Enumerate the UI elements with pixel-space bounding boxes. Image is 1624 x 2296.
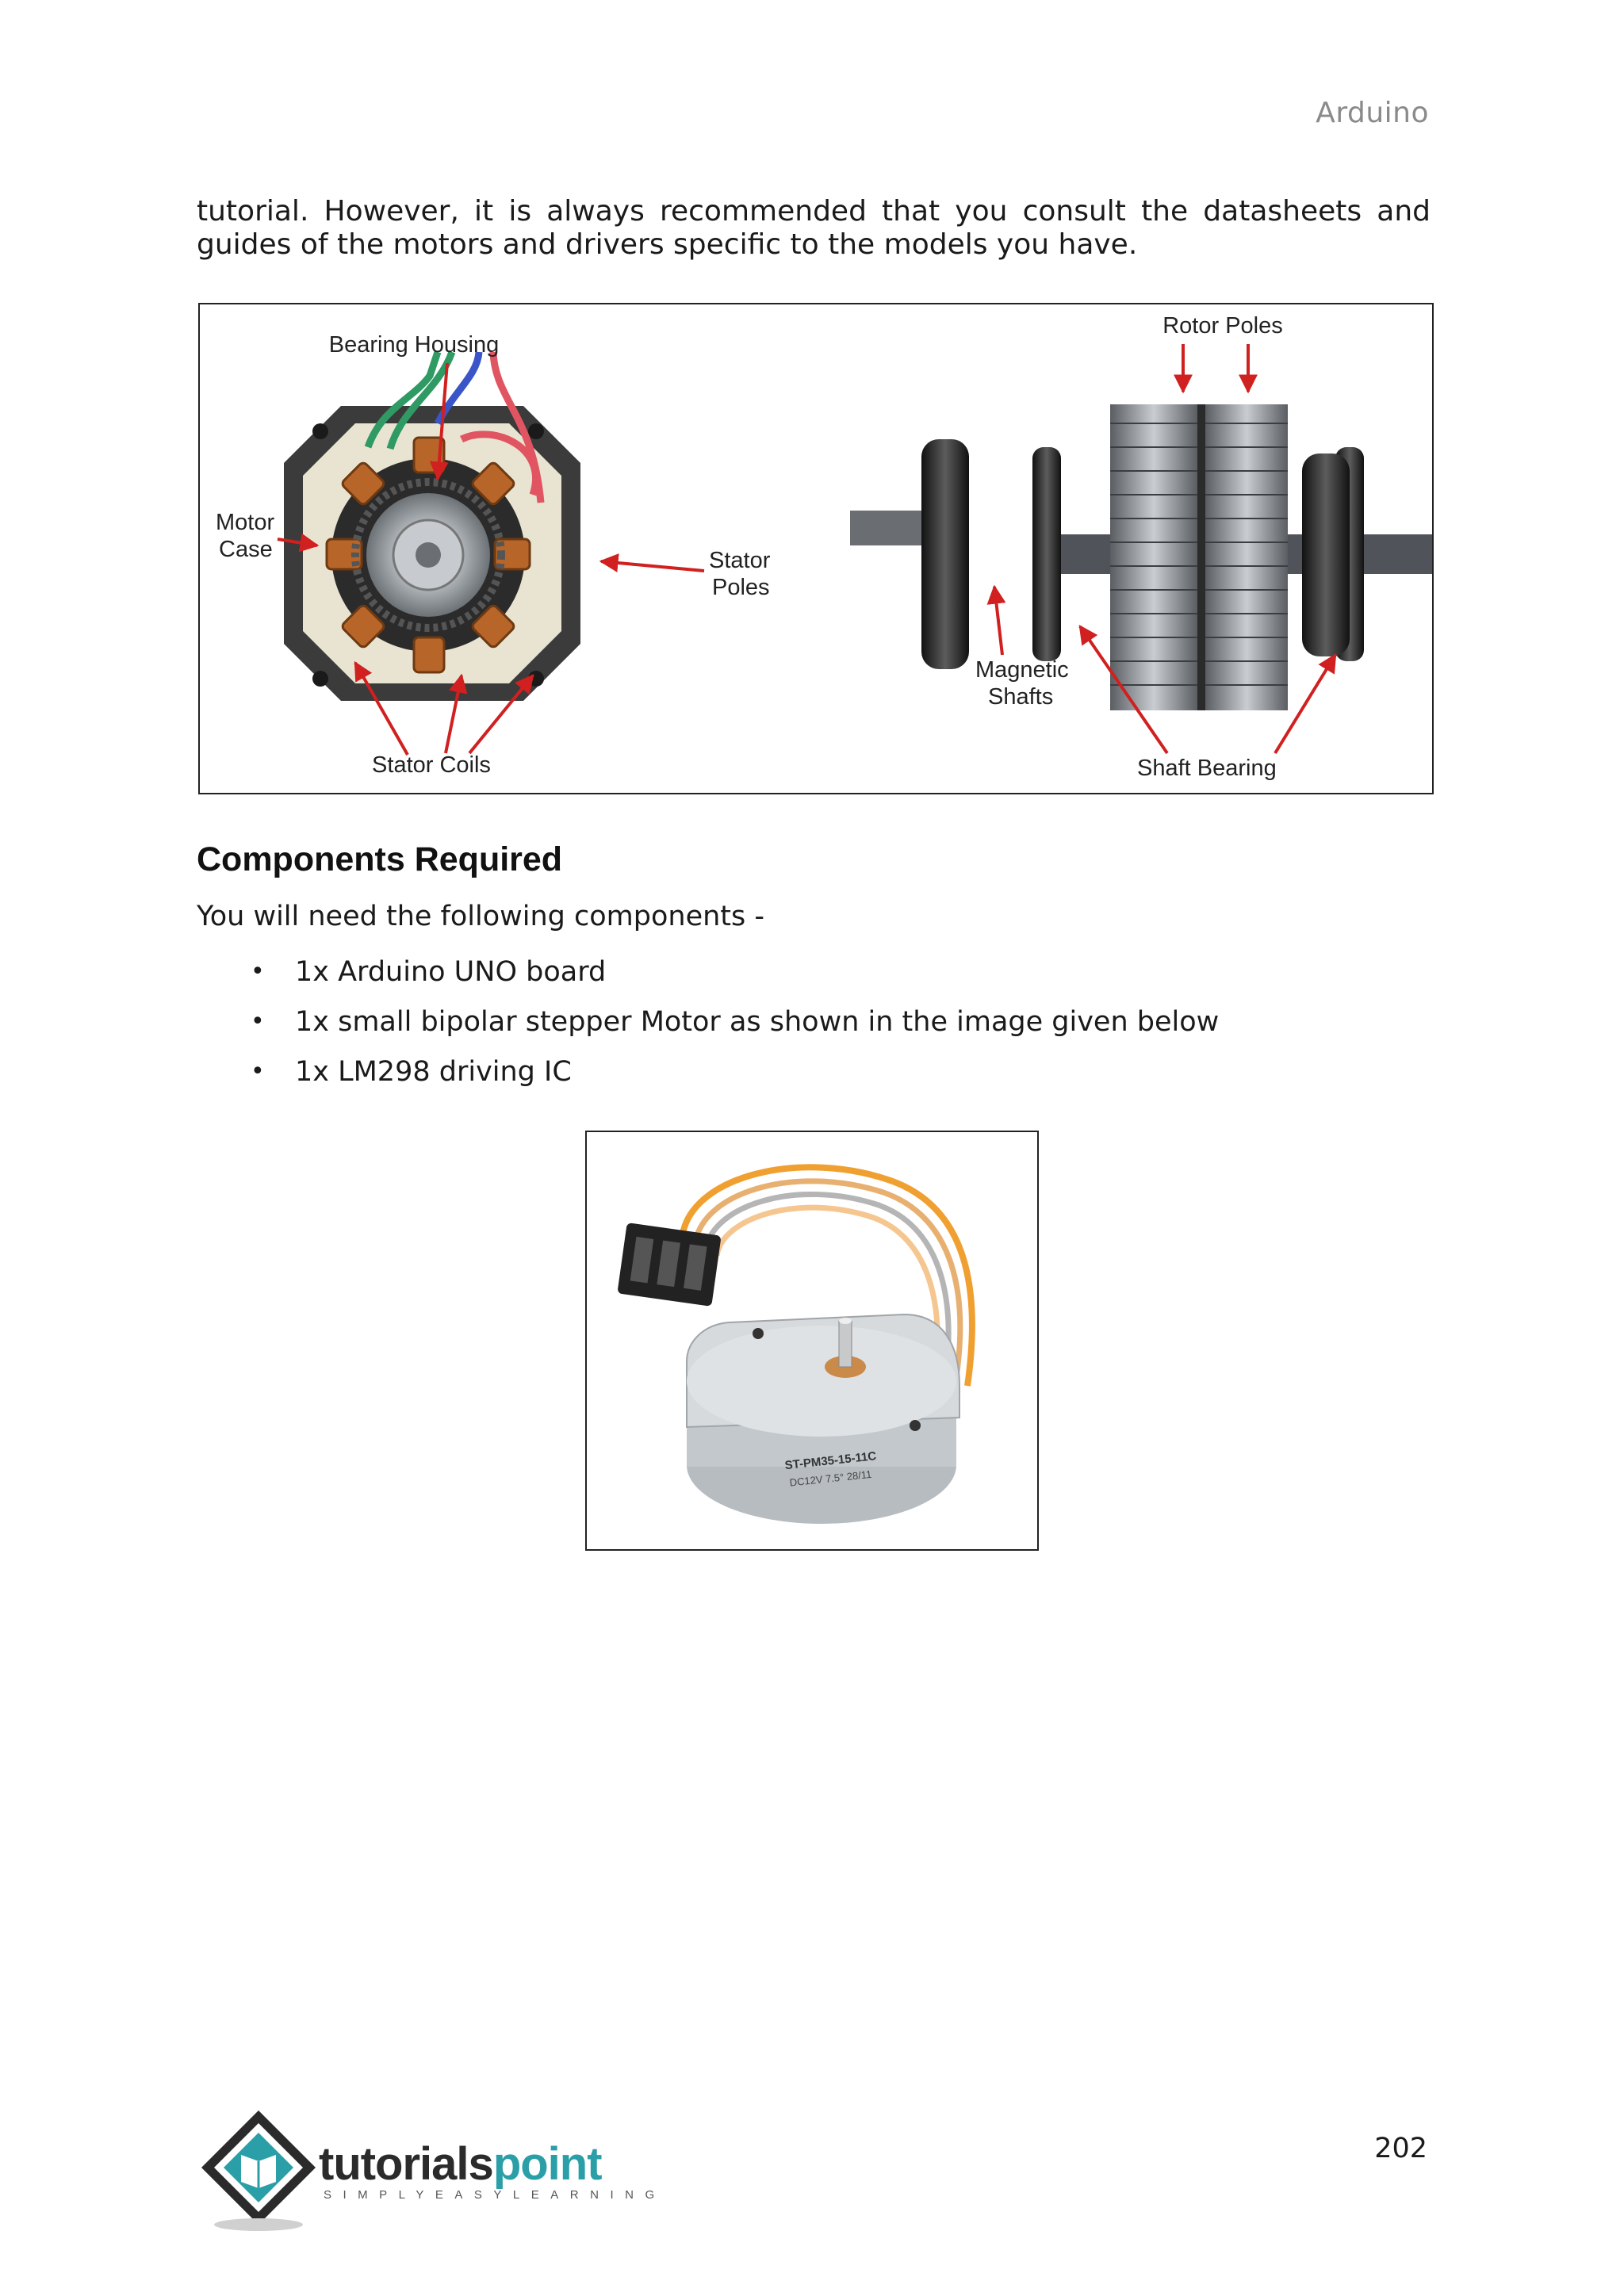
label-stator-poles-line1: Stator — [709, 548, 771, 573]
label-motor-case-line1: Motor — [216, 510, 275, 535]
label-stator-poles-line2: Poles — [712, 575, 770, 600]
motor-label-line1: ST-PM35-15-11C — [783, 1449, 877, 1473]
label-magnetic-shafts-line1: Magnetic — [975, 657, 1069, 683]
running-header: Arduino — [1316, 97, 1429, 129]
label-motor-case-line2: Case — [219, 537, 273, 562]
body-paragraph: tutorial. However, it is always recommended that you consult the datasheets and guides of the motors and drivers specific to the models you have. — [197, 195, 1431, 261]
bullet-icon: • — [251, 958, 265, 985]
logo-tagline: SIMPLYEASYLEARNING — [324, 2188, 666, 2202]
motor-label-line2: DC12V 7.5° 28/11 — [788, 1468, 872, 1489]
page-number: 202 — [1374, 2133, 1427, 2164]
bullet-icon: • — [251, 1008, 265, 1035]
label-rotor-poles: Rotor Poles — [1162, 313, 1283, 339]
stepper-motor-photo — [585, 1131, 1039, 1551]
label-shaft-bearing: Shaft Bearing — [1137, 756, 1277, 781]
rotor-assembly — [850, 404, 1432, 710]
label-magnetic-shafts-line2: Shafts — [988, 684, 1054, 710]
tutorialspoint-logo[interactable] — [195, 2106, 666, 2233]
logo-mark-icon — [195, 2106, 322, 2233]
bullet-icon: • — [251, 1058, 265, 1085]
motor-cross-section — [284, 352, 580, 701]
stepper-motor-anatomy-figure — [198, 303, 1434, 794]
label-stator-coils: Stator Coils — [372, 752, 491, 778]
label-bearing-housing: Bearing Housing — [328, 332, 500, 358]
section-heading: Components Required — [197, 840, 563, 878]
section-intro: You will need the following components - — [197, 901, 764, 932]
logo-wordmark: tutorialspoint — [319, 2138, 602, 2190]
